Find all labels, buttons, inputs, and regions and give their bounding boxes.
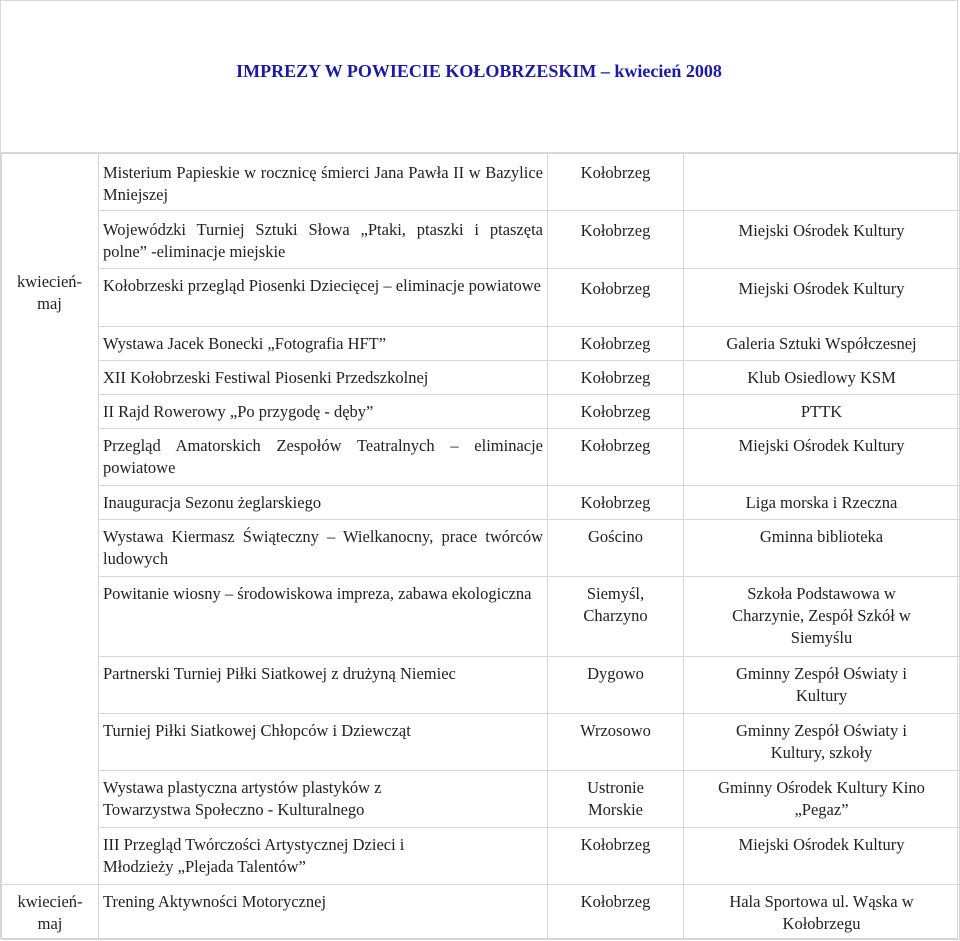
- event-name: Trening Aktywności Motorycznej: [99, 885, 548, 940]
- event-place: [548, 577, 684, 657]
- event-organizer: PTTK: [684, 395, 960, 429]
- table-row: [2, 520, 960, 577]
- event-name: XII Kołobrzeski Festiwal Piosenki Przedszkolnej: [99, 361, 548, 395]
- event-name: Przegląd Amatorskich Zespołów Teatralnych – eliminacje powiatowe: [99, 429, 548, 486]
- table-row: [2, 828, 960, 885]
- event-organizer: Liga morska i Rzeczna: [684, 486, 960, 520]
- event-organizer: Miejski Ośrodek Kultury: [684, 429, 960, 486]
- event-organizer-text: Gminny Zespół Oświaty i Kultury, szkoły: [736, 721, 907, 762]
- event-name: Wojewódzki Turniej Sztuki Słowa „Ptaki, ptaszki i ptaszęta polne” -eliminacje miejskie: [99, 211, 548, 269]
- table-row: [2, 154, 960, 211]
- table-row: [2, 327, 960, 361]
- title-area: [1, 1, 957, 153]
- event-place-text: Siemyśl, Charzyno: [583, 584, 648, 625]
- event-name: [99, 771, 548, 828]
- event-organizer: Miejski Ośrodek Kultury: [684, 828, 960, 885]
- event-name: Turniej Piłki Siatkowej Chłopców i Dziewcząt: [99, 714, 548, 771]
- page-title: IMPREZY W POWIECIE KOŁOBRZESKIM – kwiecień 2008: [236, 61, 722, 81]
- table-row: [2, 486, 960, 520]
- event-name-text: III Przegląd Twórczości Artystycznej Dzieci i Młodzieży „Plejada Talentów”: [103, 835, 405, 876]
- table-row: [2, 577, 960, 657]
- event-organizer: Klub Osiedlowy KSM: [684, 361, 960, 395]
- event-organizer: [684, 714, 960, 771]
- event-place: Kołobrzeg: [548, 361, 684, 395]
- month-cell: [2, 327, 99, 885]
- event-place: Kołobrzeg: [548, 269, 684, 327]
- events-table: [1, 153, 960, 940]
- table-row: [2, 211, 960, 269]
- event-organizer: Galeria Sztuki Współczesnej: [684, 327, 960, 361]
- event-name: [99, 828, 548, 885]
- event-place: Kołobrzeg: [548, 211, 684, 269]
- event-place: Dygowo: [548, 657, 684, 714]
- table-row: [2, 885, 960, 940]
- event-organizer: [684, 154, 960, 211]
- event-place: Kołobrzeg: [548, 154, 684, 211]
- event-organizer-text: Szkoła Podstawowa w Charzynie, Zespół Szkół w Siemyślu: [732, 584, 911, 647]
- event-name: II Rajd Rowerowy „Po przygodę - dęby”: [99, 395, 548, 429]
- month-label: kwiecień-maj: [16, 272, 83, 313]
- event-name: Wystawa Kiermasz Świąteczny – Wielkanocny, prace twórców ludowych: [99, 520, 548, 577]
- event-organizer: [684, 885, 960, 940]
- event-place: Kołobrzeg: [548, 885, 684, 940]
- event-name: Inauguracja Sezonu żeglarskiego: [99, 486, 548, 520]
- event-name: Misterium Papieskie w rocznicę śmierci Jana Pawła II w Bazylice Mniejszej: [99, 154, 548, 211]
- event-organizer-text: Gminny Zespół Oświaty i Kultury: [736, 664, 907, 705]
- table-row: [2, 269, 960, 327]
- event-organizer: [684, 577, 960, 657]
- event-organizer-text: Hala Sportowa ul. Wąska w Kołobrzegu: [729, 892, 914, 933]
- table-row: [2, 771, 960, 828]
- table-row: [2, 714, 960, 771]
- table-row: [2, 361, 960, 395]
- month-label: kwiecień-maj: [17, 892, 83, 933]
- month-label-first: [1, 263, 98, 323]
- event-place: Kołobrzeg: [548, 327, 684, 361]
- event-place: [548, 771, 684, 828]
- event-place: Kołobrzeg: [548, 828, 684, 885]
- event-place: Kołobrzeg: [548, 395, 684, 429]
- event-place: Wrzosowo: [548, 714, 684, 771]
- event-organizer: [684, 657, 960, 714]
- event-name: Kołobrzeski przegląd Piosenki Dziecięcej – eliminacje powiatowe: [99, 269, 548, 327]
- event-place: Kołobrzeg: [548, 429, 684, 486]
- month-cell: [2, 885, 99, 940]
- event-name: Wystawa Jacek Bonecki „Fotografia HFT”: [99, 327, 548, 361]
- table-row: [2, 395, 960, 429]
- table-row: [2, 657, 960, 714]
- event-name-text: Wystawa plastyczna artystów plastyków z Towarzystwa Społeczno - Kulturalnego: [103, 778, 382, 819]
- event-organizer: Gminna biblioteka: [684, 520, 960, 577]
- event-place-text: Ustronie Morskie: [587, 778, 644, 819]
- event-organizer: Miejski Ośrodek Kultury: [684, 269, 960, 327]
- event-organizer-text: Gminny Ośrodek Kultury Kino „Pegaz”: [718, 778, 925, 819]
- event-place: Gościno: [548, 520, 684, 577]
- event-organizer: [684, 771, 960, 828]
- table-row: [2, 429, 960, 486]
- event-name: Powitanie wiosny – środowiskowa impreza, zabawa ekologiczna: [99, 577, 548, 657]
- event-name: Partnerski Turniej Piłki Siatkowej z drużyną Niemiec: [99, 657, 548, 714]
- event-place: Kołobrzeg: [548, 486, 684, 520]
- event-organizer: Miejski Ośrodek Kultury: [684, 211, 960, 269]
